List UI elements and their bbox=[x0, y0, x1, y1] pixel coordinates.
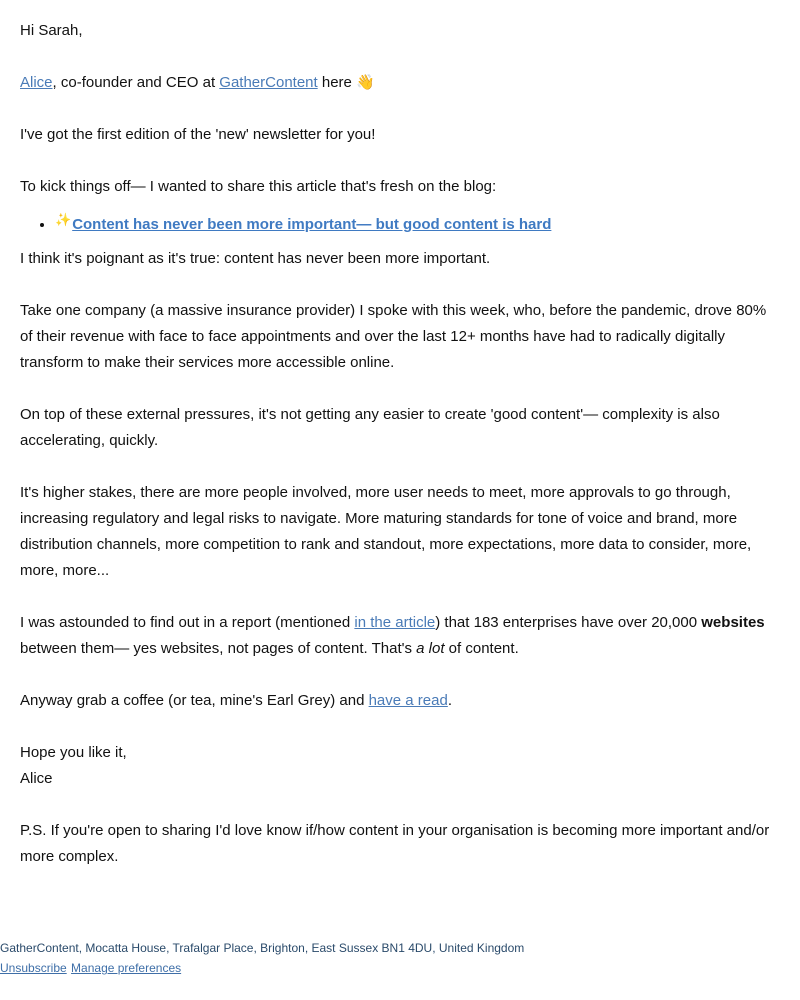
article-list bbox=[20, 210, 780, 240]
report-text-3: between them— yes websites, not pages of content. That's bbox=[20, 640, 417, 657]
featured-article-link[interactable]: Content has never been more important— but good content is hard bbox=[72, 216, 552, 233]
pressures-paragraph: On top of these external pressures, it's not getting any easier to create 'good content'— complexity is also accelerating, quickly. bbox=[20, 406, 720, 449]
signoff bbox=[20, 740, 780, 792]
signoff-line: Hope you like it, bbox=[20, 744, 127, 761]
author-name-link[interactable]: Alice bbox=[20, 74, 53, 91]
waving-hand-icon: 👋 bbox=[356, 74, 375, 91]
intro-end-text: here bbox=[317, 74, 352, 91]
report-text-4: of content. bbox=[444, 640, 519, 657]
report-bold-text: websites bbox=[701, 614, 765, 631]
poignant-paragraph: I think it's poignant as it's true: content has never been more important. bbox=[20, 250, 491, 267]
email-footer bbox=[0, 938, 524, 978]
signoff-name: Alice bbox=[20, 770, 53, 787]
manage-preferences-link[interactable]: Manage preferences bbox=[71, 961, 182, 975]
coffee-text-1: Anyway grab a coffee (or tea, mine's Earl Grey) and bbox=[20, 692, 369, 709]
coffee-text-2: . bbox=[447, 692, 452, 709]
greeting: Hi Sarah, bbox=[20, 22, 83, 39]
ps-paragraph: P.S. If you're open to sharing I'd love know if/how content in your organisation is becoming more important and/or more complex. bbox=[20, 822, 770, 865]
sparkles-icon: ✨ bbox=[55, 212, 72, 227]
in-the-article-link[interactable]: in the article bbox=[354, 614, 436, 631]
newsletter-paragraph: I've got the first edition of the 'new' newsletter for you! bbox=[20, 126, 376, 143]
stakes-paragraph: It's higher stakes, there are more people involved, more user needs to meet, more approvals to go through, increasing regulatory and legal risks to navigate. More maturing standards for tone of voice and brand, more distribution channels, more competition to rank and standout, more expectations, more data to consider, more, more, more... bbox=[20, 484, 752, 579]
company-link[interactable]: GatherContent bbox=[219, 74, 318, 91]
report-paragraph bbox=[20, 610, 780, 662]
intro-paragraph bbox=[20, 70, 780, 96]
intro-middle-text: , co-founder and CEO at bbox=[52, 74, 220, 91]
company-paragraph: Take one company (a massive insurance provider) I spoke with this week, who, before the pandemic, drove 80% of their revenue with face to face appointments and over the last 12+ months have had to radically digitally transform to make their services more accessible online. bbox=[20, 302, 767, 371]
list-item bbox=[55, 210, 780, 240]
report-text-2: ) that 183 enterprises have over 20,000 bbox=[435, 614, 702, 631]
kickoff-paragraph: To kick things off— I wanted to share this article that's fresh on the blog: bbox=[20, 178, 497, 195]
coffee-paragraph bbox=[20, 688, 780, 714]
email-body bbox=[20, 18, 780, 896]
footer-address: GatherContent, Mocatta House, Trafalgar Place, Brighton, East Sussex BN1 4DU, United Kingdom bbox=[0, 941, 525, 955]
unsubscribe-link[interactable]: Unsubscribe bbox=[0, 961, 67, 975]
report-italic-text: a lot bbox=[416, 640, 445, 657]
footer-links bbox=[0, 958, 524, 978]
report-text-1: I was astounded to find out in a report (mentioned bbox=[20, 614, 355, 631]
have-a-read-link[interactable]: have a read bbox=[368, 692, 448, 709]
